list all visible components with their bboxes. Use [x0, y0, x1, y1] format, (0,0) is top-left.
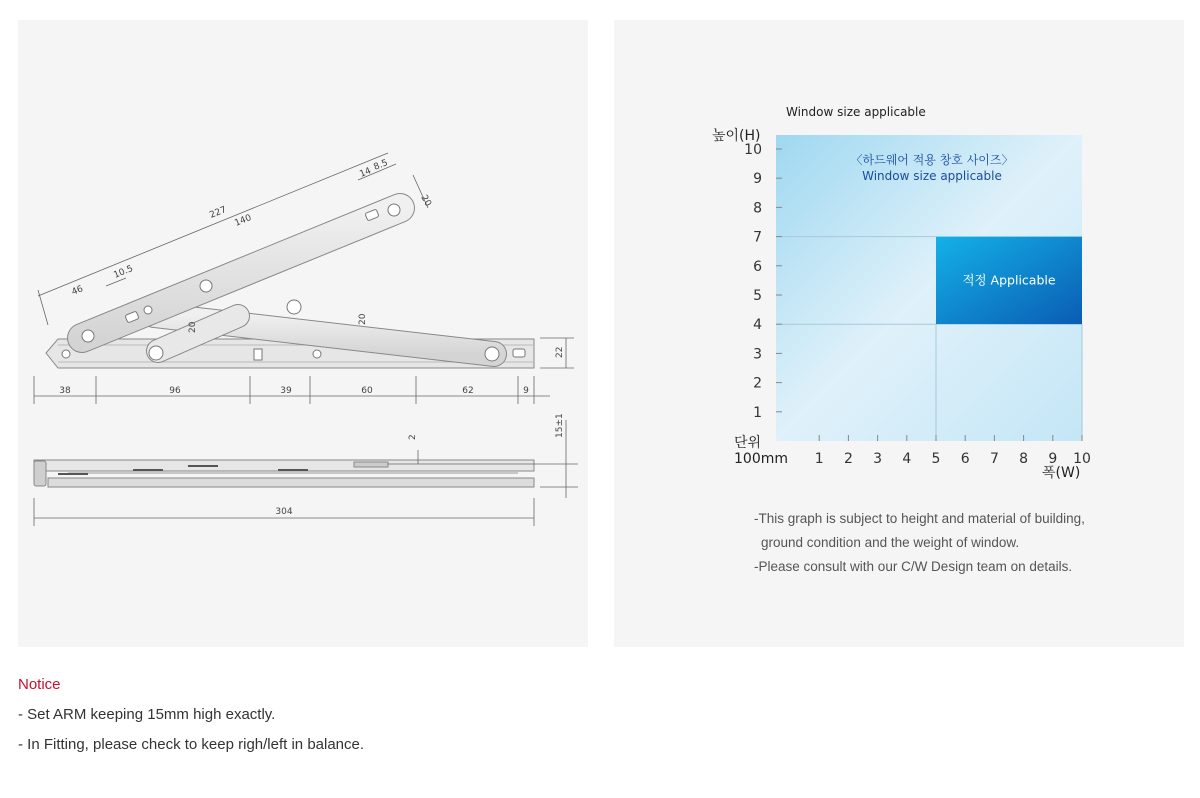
dim-label: 15±1 [555, 413, 565, 438]
notice-line-1: - Set ARM keeping 15mm high exactly. [18, 706, 276, 723]
x-tick-label: 5 [931, 451, 941, 467]
x-tick-label: 4 [902, 451, 912, 467]
dim-label: 22 [555, 346, 565, 358]
arm-pivot [485, 347, 499, 361]
x-tick-label: 7 [989, 451, 999, 467]
x-tick-label: 10 [1073, 451, 1091, 467]
y-tick-label: 4 [753, 317, 762, 334]
chart-title: Window size applicable [786, 105, 926, 119]
dim-label: 2 [408, 434, 418, 440]
chart-note-1: -This graph is subject to height and material of building, [754, 511, 1085, 526]
y-tick-label: 7 [753, 229, 762, 246]
x-tick-label: 1 [814, 451, 824, 467]
dim-label: 38 [59, 386, 71, 396]
dim-label: 60 [361, 386, 373, 396]
chart-note-3: -Please consult with our C/W Design team on details. [754, 559, 1073, 574]
applicable-region-label: 적정 Applicable [962, 272, 1056, 288]
dim-label: 140 [233, 213, 254, 229]
y-tick-label: 2 [753, 375, 762, 392]
window-size-chart-panel [614, 20, 1184, 647]
arm-pivot [200, 280, 212, 292]
y-tick-label: 3 [753, 346, 762, 363]
base-hole [313, 350, 321, 358]
dim-label: 39 [280, 386, 292, 396]
dim-label: 20 [358, 313, 368, 325]
base-slot [513, 349, 525, 357]
window-size-chart [614, 20, 1184, 500]
dim-label: 20 [188, 321, 198, 333]
arm-pivot [388, 204, 400, 216]
x-tick-label: 2 [843, 451, 853, 467]
dim-label: 14 [358, 166, 373, 180]
dim-label: 8.5 [372, 158, 390, 173]
y-tick-label: 6 [753, 258, 762, 275]
dim-label: 304 [275, 507, 293, 517]
x-tick-label: 3 [873, 451, 883, 467]
y-axis-label: 높이(H) [712, 128, 761, 144]
dim-label: 96 [169, 386, 181, 396]
notice-title: Notice [18, 676, 61, 693]
hinge-drawing-panel [18, 20, 588, 647]
y-tick-label: 1 [753, 404, 762, 421]
arm-pivot [149, 346, 163, 360]
chart-inner-title-ko: 〈하드웨어 적용 창호 사이즈〉 [850, 153, 1014, 167]
unit-value: 100mm [734, 451, 788, 467]
x-axis-label: 폭(W) [1042, 465, 1081, 481]
base-slot [254, 349, 262, 360]
y-tick-label: 9 [753, 171, 762, 188]
dim-label: 46 [70, 284, 85, 298]
y-tick-label: 10 [744, 142, 762, 158]
notice-line-2: - In Fitting, please check to keep righ/left in balance. [18, 736, 365, 753]
y-tick-label: 5 [753, 288, 762, 304]
arm-pivot [144, 306, 152, 314]
dim-label: 9 [523, 386, 529, 396]
chart-note-2: ground condition and the weight of window. [761, 535, 1020, 550]
chart-inner-title-en: Window size applicable [862, 169, 1002, 183]
side-view-base [48, 478, 534, 487]
x-tick-label: 9 [1048, 451, 1058, 467]
dim-label: 10.5 [112, 264, 135, 281]
base-hole [62, 350, 70, 358]
dim-label: 227 [208, 205, 229, 221]
x-tick-label: 8 [1019, 451, 1029, 467]
side-view-end [34, 461, 46, 486]
dim-label: 62 [462, 386, 474, 396]
y-tick-label: 8 [753, 200, 762, 217]
dim-label: 20 [418, 193, 433, 209]
arm-pivot [287, 300, 301, 314]
hinge-technical-drawing [18, 20, 588, 647]
unit-label: 단위 [734, 435, 762, 451]
x-tick-label: 6 [960, 451, 970, 467]
arm-pivot [82, 330, 94, 342]
